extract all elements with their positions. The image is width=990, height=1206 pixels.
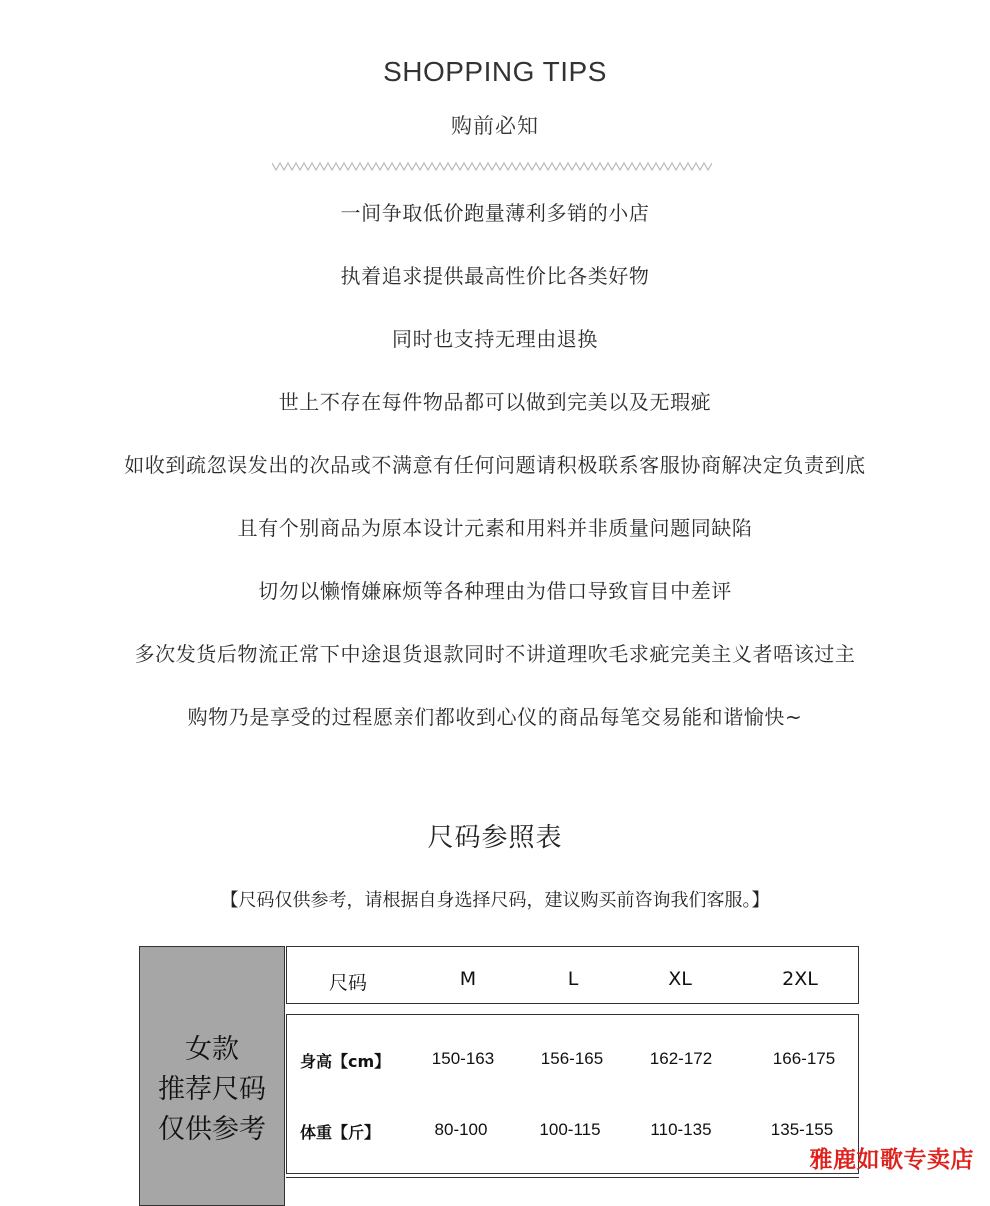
tip-line: 世上不存在每件物品都可以做到完美以及无瑕疵 xyxy=(278,390,712,414)
table-cell: 80-100 xyxy=(434,1120,488,1139)
tip-line: 多次发货后物流正常下中途退货退款同时不讲道理吹毛求疵完美主义者唔该过主 xyxy=(134,642,856,666)
tip-line: 一间争取低价跑量薄利多销的小店 xyxy=(340,201,650,225)
tip-line: 如收到疏忽误发出的次品或不满意有任何问题请积极联系客服协商解决定负责到底 xyxy=(124,453,866,477)
tips-list xyxy=(0,195,990,762)
table-cell: 156-165 xyxy=(540,1049,604,1068)
table-cell: 166-175 xyxy=(772,1049,836,1068)
row-label-height: 身高【cm】 xyxy=(300,1052,391,1071)
tip-line: 且有个别商品为原本设计元素和用料并非质量问题同缺陷 xyxy=(237,516,753,540)
header-cell-m: M xyxy=(459,968,477,990)
page-title-cn: 购前必知 xyxy=(451,114,539,138)
side-label-line: 推荐尺码 xyxy=(158,1074,266,1105)
header-cell-2xl: 2XL xyxy=(782,968,818,990)
table-cell: 110-135 xyxy=(650,1120,712,1139)
tip-line: 购物乃是享受的过程愿亲们都收到心仪的商品每笔交易能和谐愉快~ xyxy=(187,705,803,729)
table-cell: 100-115 xyxy=(539,1120,601,1139)
tip-line: 执着追求提供最高性价比各类好物 xyxy=(340,264,650,288)
table-cell: 162-172 xyxy=(649,1049,713,1068)
side-label-line: 女款 xyxy=(185,1034,239,1065)
table-bottom-border xyxy=(286,1177,859,1178)
size-chart-side-label xyxy=(139,1030,285,1150)
row-label-weight: 体重【斤】 xyxy=(300,1123,381,1142)
tip-line: 同时也支持无理由退换 xyxy=(392,327,598,351)
size-chart-note: 【尺码仅供参考，请根据自身选择尺码，建议购买前咨询我们客服。】 xyxy=(220,890,770,911)
size-chart-body xyxy=(286,1014,859,1174)
header-cell-xl: XL xyxy=(668,968,692,990)
size-chart-title: 尺码参照表 xyxy=(427,823,563,853)
page-title-en: SHOPPING TIPS xyxy=(383,56,607,87)
side-label-line: 仅供参考 xyxy=(158,1114,266,1145)
table-cell: 135-155 xyxy=(770,1120,834,1139)
tip-line: 切勿以懒惰嫌麻烦等各种理由为借口导致盲目中差评 xyxy=(258,579,732,603)
wave-divider xyxy=(272,160,712,174)
header-cell-l: L xyxy=(567,968,579,990)
header-cell-size: 尺码 xyxy=(328,972,367,994)
table-cell: 150-163 xyxy=(431,1049,495,1068)
store-watermark: 雅鹿如歌专卖店 xyxy=(809,1147,974,1173)
